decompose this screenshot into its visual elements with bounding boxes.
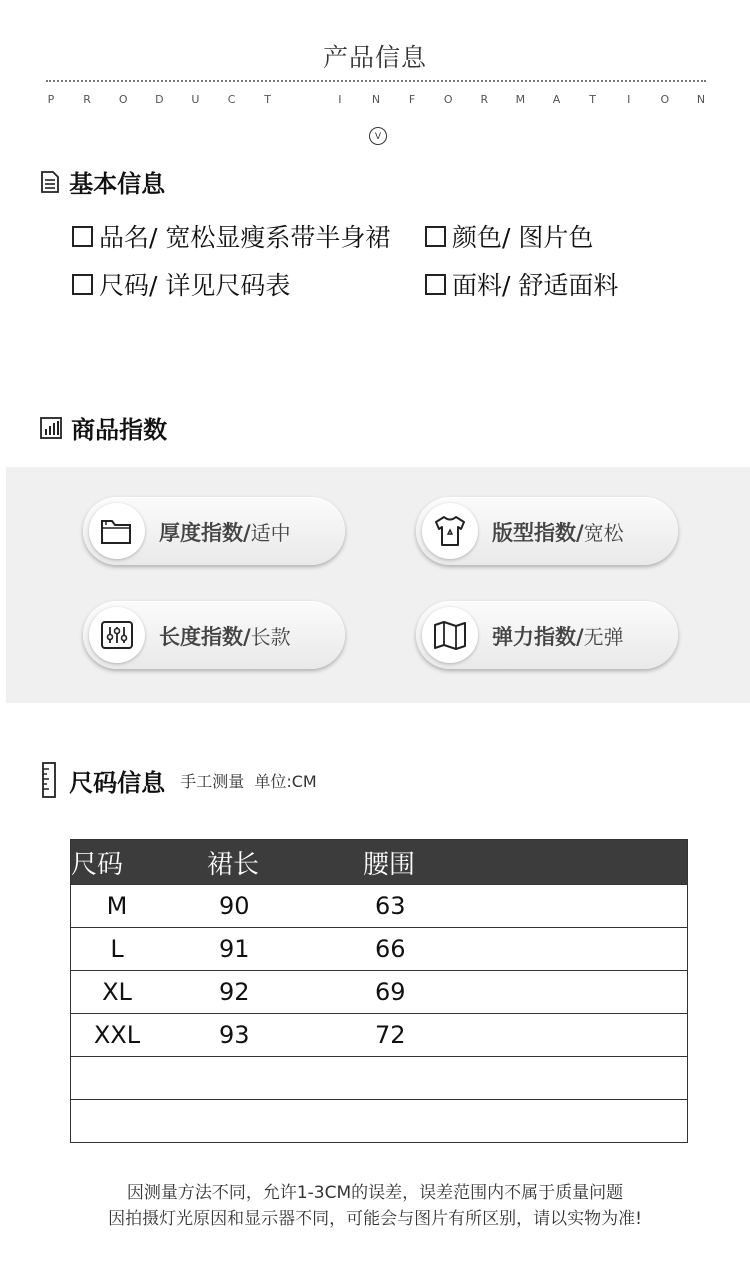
table-row — [71, 885, 688, 928]
index-card-length — [83, 601, 345, 669]
index-card-fit — [416, 497, 678, 565]
table-cell: XXL — [71, 1014, 164, 1057]
subtitle-letter: C — [227, 93, 236, 106]
index-panel — [6, 467, 750, 703]
index-card-value: 适中 — [250, 521, 291, 545]
index-title: 商品指数 — [71, 416, 168, 444]
index-card-label: 弹力指数/ — [492, 625, 584, 649]
ruler-icon — [42, 762, 56, 798]
basic-info-title: 基本信息 — [69, 170, 166, 198]
checkbox-square-icon — [425, 226, 446, 247]
table-row — [71, 1057, 688, 1100]
column-header: 尺码 — [71, 840, 164, 885]
table-cell: XL — [71, 971, 164, 1014]
info-item-fabric: 面料/ 舒适面料 — [425, 266, 618, 302]
table-cell: 66 — [319, 928, 475, 971]
table-cell: 92 — [163, 971, 319, 1014]
table-row — [71, 1100, 688, 1143]
map-icon — [433, 620, 467, 650]
index-card-label: 厚度指数/ — [159, 521, 251, 545]
subtitle-letter: I — [627, 93, 631, 106]
index-card-label: 长度指数/ — [159, 625, 251, 649]
subtitle-letter: I — [338, 93, 342, 106]
table-cell — [71, 1057, 164, 1100]
table-row — [71, 928, 688, 971]
table-cell: 63 — [319, 885, 475, 928]
info-item-name: 品名/ 宽松显瘦系带半身裙 — [72, 218, 390, 254]
header-subtitle — [46, 93, 706, 106]
table-cell: 93 — [163, 1014, 319, 1057]
table-row — [71, 971, 688, 1014]
table-cell — [163, 1057, 319, 1100]
size-heading — [42, 762, 317, 798]
subtitle-letter — [299, 93, 309, 106]
table-cell: 90 — [163, 885, 319, 928]
table-cell — [319, 1057, 475, 1100]
subtitle-letter: R — [83, 93, 91, 106]
size-table — [70, 839, 688, 1143]
subtitle-letter: F — [408, 93, 416, 106]
index-card-value: 无弹 — [583, 625, 624, 649]
table-cell — [319, 1100, 475, 1143]
index-card-elasticity — [416, 601, 678, 669]
table-cell: 91 — [163, 928, 319, 971]
subtitle-letter: O — [660, 93, 670, 106]
subtitle-letter: O — [118, 93, 128, 106]
table-cell: 69 — [319, 971, 475, 1014]
sliders-icon — [100, 620, 134, 650]
subtitle-letter: T — [264, 93, 272, 106]
table-cell: 72 — [319, 1014, 475, 1057]
table-cell: L — [71, 928, 164, 971]
table-cell: M — [71, 885, 164, 928]
subtitle-letter: R — [480, 93, 489, 106]
checkbox-square-icon — [72, 226, 93, 247]
table-row — [71, 1014, 688, 1057]
subtitle-letter: O — [443, 93, 453, 106]
footer-disclaimer — [0, 1180, 750, 1232]
index-card-label: 版型指数/ — [492, 521, 584, 545]
subtitle-letter: P — [47, 93, 55, 106]
bar-chart-icon — [40, 417, 62, 439]
footer-line: 因测量方法不同，允许1-3CM的误差，误差范围内不属于质量问题 — [126, 1183, 624, 1203]
index-heading — [40, 410, 167, 445]
info-item-color: 颜色/ 图片色 — [425, 218, 593, 254]
subtitle-letter: N — [696, 93, 706, 106]
info-item-size: 尺码/ 详见尺码表 — [72, 266, 290, 302]
table-cell — [163, 1100, 319, 1143]
subtitle-letter: D — [155, 93, 164, 106]
subtitle-letter: M — [515, 93, 526, 106]
column-header: 裙长 — [163, 840, 319, 885]
subtitle-letter: U — [191, 93, 200, 106]
checkbox-square-icon — [72, 274, 93, 295]
index-card-value: 宽松 — [583, 521, 624, 545]
subtitle-letter: A — [552, 93, 561, 106]
document-icon — [40, 171, 60, 193]
subtitle-letter: N — [371, 93, 381, 106]
column-header: 腰围 — [319, 840, 475, 885]
subtitle-letter: T — [589, 93, 596, 106]
basic-info-heading — [40, 164, 165, 199]
footer-line: 因拍摄灯光原因和显示器不同，可能会与图片有所区别，请以实物为准! — [108, 1209, 642, 1229]
header-divider — [46, 80, 706, 82]
checkbox-square-icon — [425, 274, 446, 295]
size-note: 手工测量 单位:CM — [180, 771, 317, 791]
index-card-thickness — [83, 497, 345, 565]
header-title: 产品信息 — [322, 43, 427, 72]
index-card-value: 长款 — [250, 625, 291, 649]
folder-icon — [100, 516, 134, 546]
tshirt-icon — [432, 515, 468, 547]
chevron-badge-icon: V — [369, 127, 387, 145]
table-cell — [71, 1100, 164, 1143]
size-title: 尺码信息 — [69, 768, 166, 797]
table-header-row — [71, 840, 688, 885]
